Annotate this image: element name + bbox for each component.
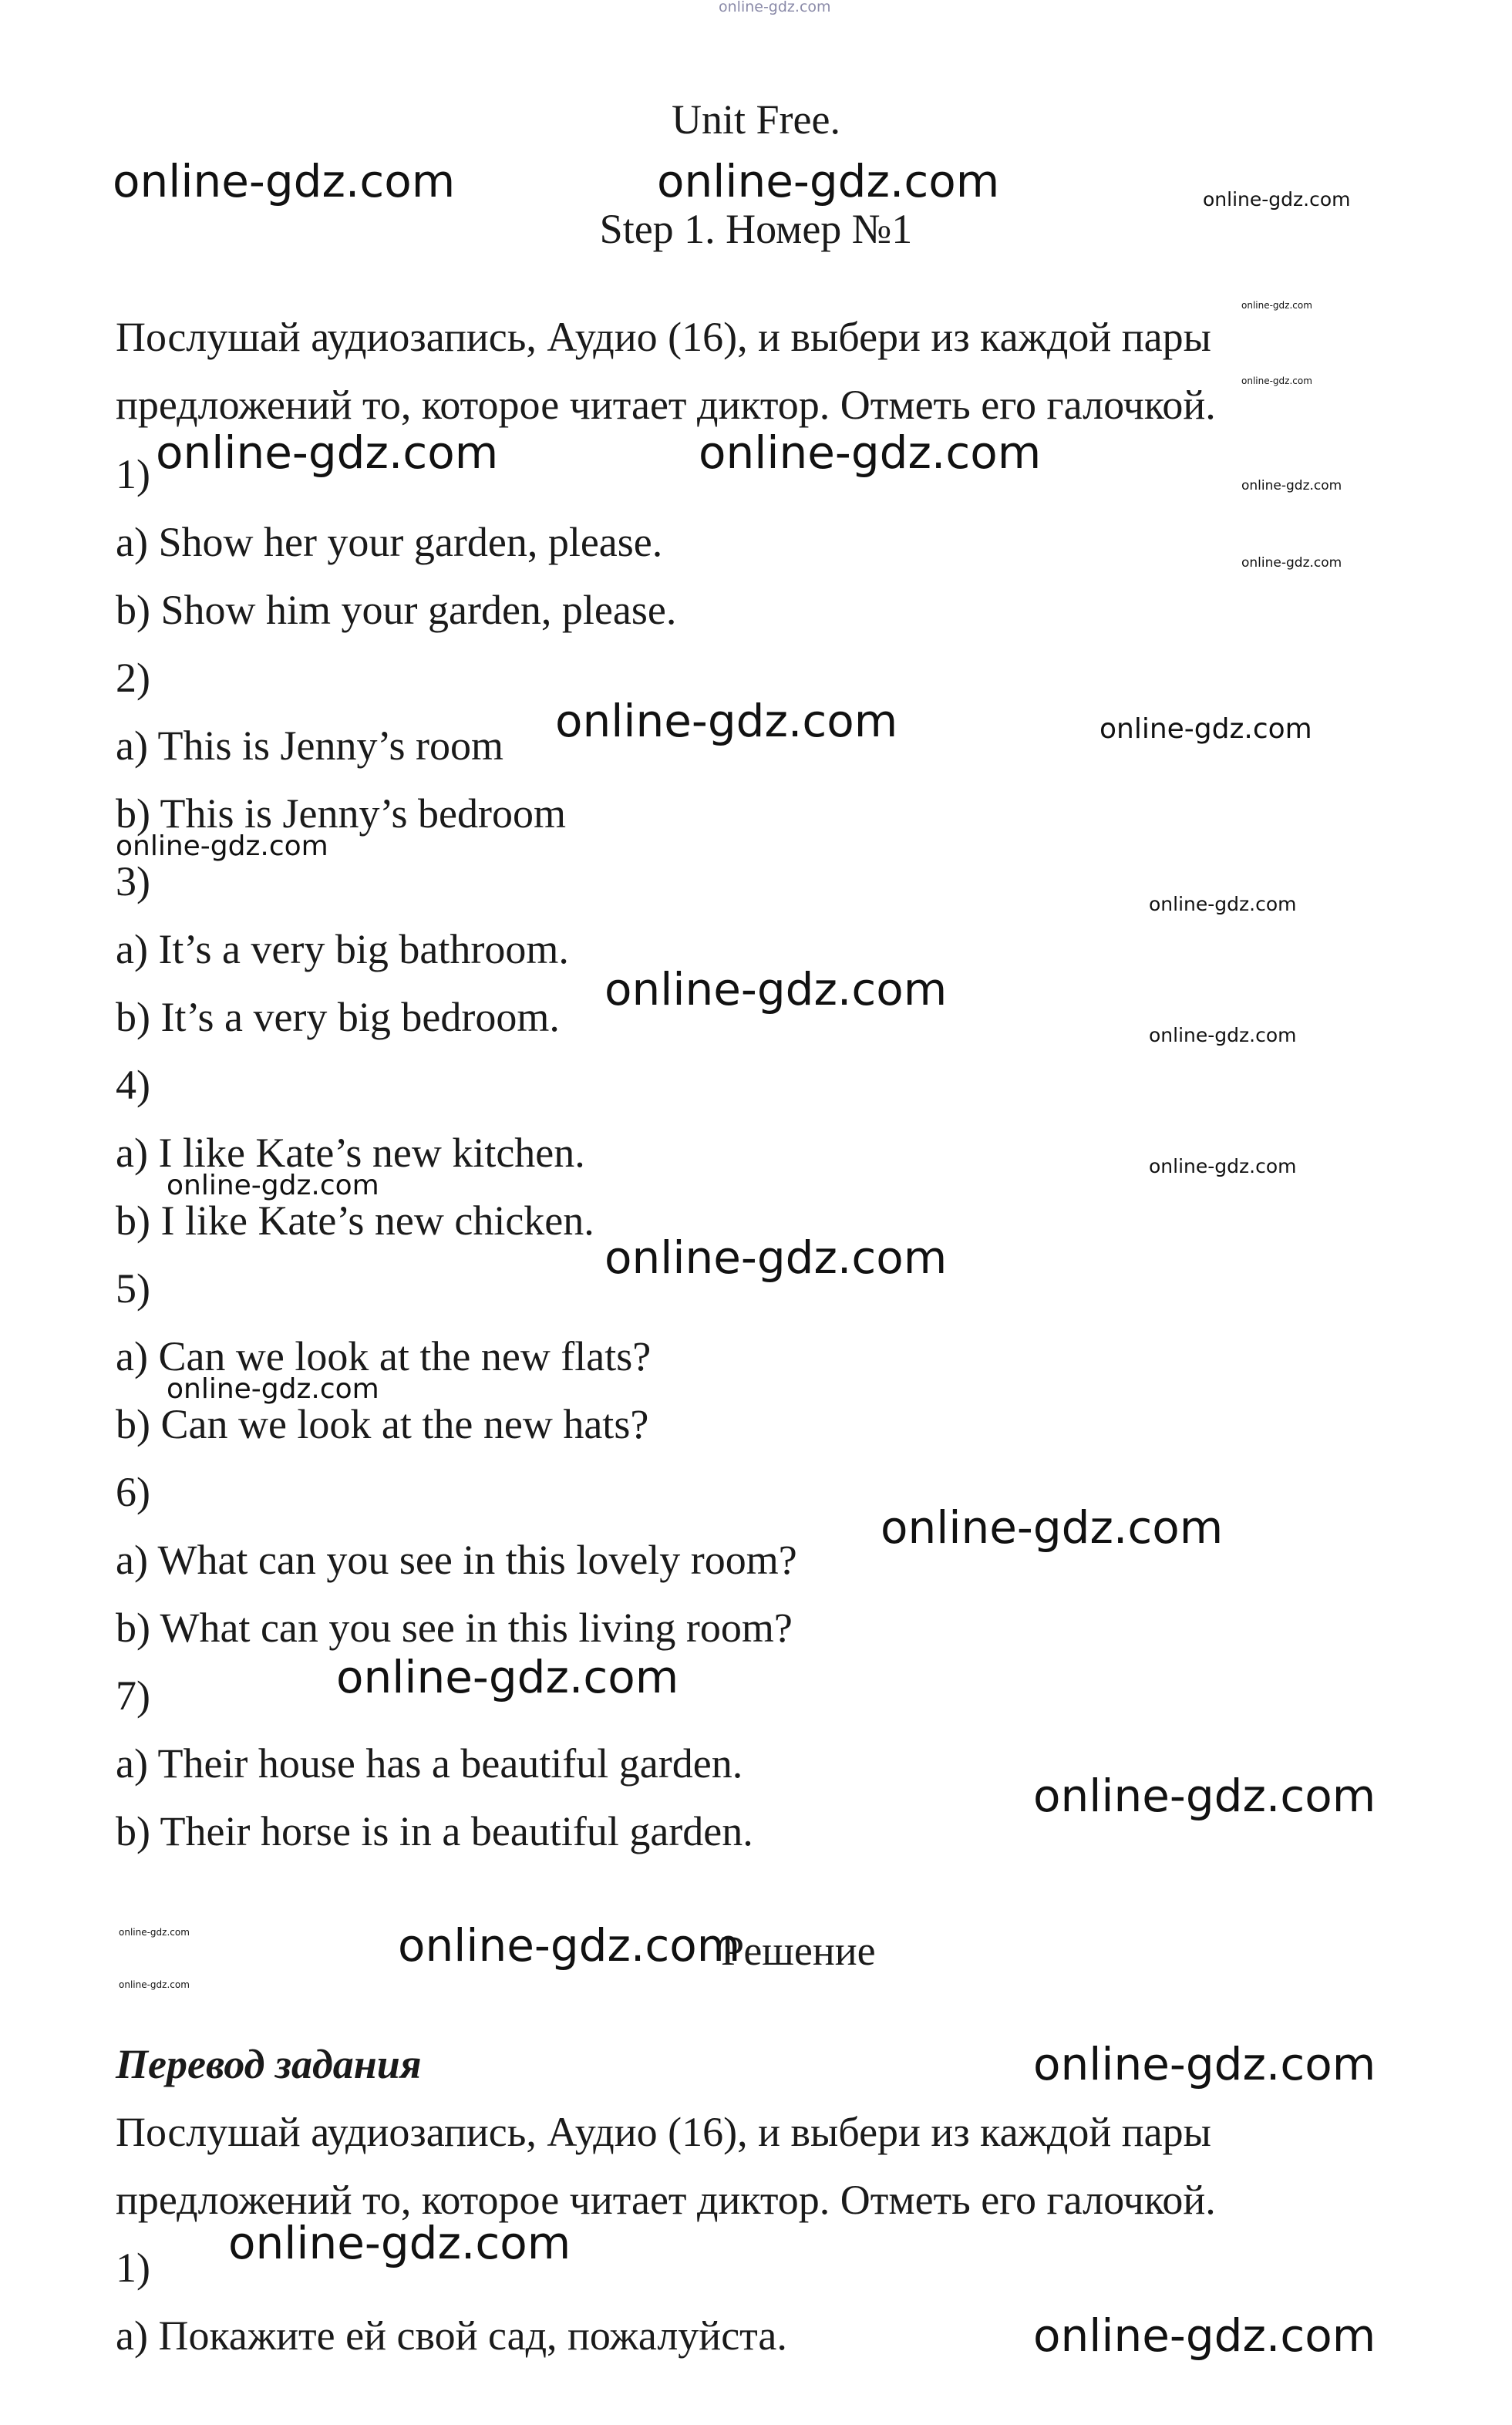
item-option-b: b) Can we look at the new hats? xyxy=(116,1401,649,1447)
watermark: online-gdz.com xyxy=(1033,2038,1376,2090)
item-option-a: a) It’s a very big bathroom. xyxy=(116,926,569,972)
item-number: 3) xyxy=(116,858,150,904)
item-option-b: b) It’s a very big bedroom. xyxy=(116,994,560,1040)
watermark: online-gdz.com xyxy=(1241,555,1342,571)
item-option-a: a) What can you see in this lovely room? xyxy=(116,1537,797,1583)
task-line-1: Послушай аудиозапись, Аудио (16), и выбери из каждой пары xyxy=(116,314,1211,360)
solution-title: Решение xyxy=(721,1928,876,1974)
item-number: 4) xyxy=(116,1062,150,1108)
item-option-b: b) What can you see in this living room? xyxy=(116,1605,793,1651)
watermark: online-gdz.com xyxy=(555,695,898,747)
item-option-b: b) I like Kate’s new chicken. xyxy=(116,1197,594,1244)
watermark: online-gdz.com xyxy=(699,426,1042,479)
item-option-a: a) Their house has a beautiful garden. xyxy=(116,1740,743,1787)
watermark: online-gdz.com xyxy=(719,0,831,15)
watermark: online-gdz.com xyxy=(1099,713,1312,745)
watermark: online-gdz.com xyxy=(881,1501,1224,1554)
item-option-b: b) Show him your garden, please. xyxy=(116,587,677,633)
translation-heading: Перевод задания xyxy=(116,2041,422,2087)
watermark: online-gdz.com xyxy=(1149,893,1297,915)
watermark: online-gdz.com xyxy=(657,155,1000,207)
watermark: online-gdz.com xyxy=(1033,1770,1376,1822)
watermark: online-gdz.com xyxy=(228,2217,571,2269)
item-option-a: a) This is Jenny’s room xyxy=(116,722,503,769)
item-number: 6) xyxy=(116,1469,150,1515)
watermark: online-gdz.com xyxy=(1149,1155,1297,1177)
watermark: online-gdz.com xyxy=(1241,478,1342,493)
task-line-2: предложений то, которое читает диктор. Отметь его галочкой. xyxy=(116,382,1216,428)
unit-title: Unit Free. xyxy=(672,96,840,143)
watermark: online-gdz.com xyxy=(1241,300,1312,311)
watermark: online-gdz.com xyxy=(167,1170,379,1201)
translation-line-1: Послушай аудиозапись, Аудио (16), и выбери из каждой пары xyxy=(116,2109,1211,2155)
watermark: online-gdz.com xyxy=(1203,188,1351,211)
watermark: online-gdz.com xyxy=(604,963,948,1015)
watermark: online-gdz.com xyxy=(336,1651,679,1703)
item-number: 7) xyxy=(116,1672,150,1719)
step-title: Step 1. Номер №1 xyxy=(599,206,913,252)
item-number: 1) xyxy=(116,451,150,497)
watermark: online-gdz.com xyxy=(116,830,328,862)
watermark: online-gdz.com xyxy=(1241,376,1312,386)
item-option-b: b) Their horse is in a beautiful garden. xyxy=(116,1808,753,1854)
item-number: 5) xyxy=(116,1265,150,1312)
watermark: online-gdz.com xyxy=(119,1979,190,1990)
translation-item-option-a: а) Покажите ей свой сад, пожалуйста. xyxy=(116,2312,787,2359)
translation-item-number: 1) xyxy=(116,2245,150,2291)
item-number: 2) xyxy=(116,655,150,701)
item-option-a: a) Show her your garden, please. xyxy=(116,519,663,565)
watermark: online-gdz.com xyxy=(1149,1024,1297,1046)
watermark: online-gdz.com xyxy=(113,155,456,207)
watermark: online-gdz.com xyxy=(1033,2309,1376,2362)
watermark: online-gdz.com xyxy=(604,1231,948,1284)
item-option-b: b) This is Jenny’s bedroom xyxy=(116,790,566,837)
watermark: online-gdz.com xyxy=(398,1919,741,1972)
watermark: online-gdz.com xyxy=(119,1927,190,1938)
item-option-a: a) Can we look at the new flats? xyxy=(116,1333,652,1379)
watermark: online-gdz.com xyxy=(167,1373,379,1405)
item-option-a: a) I like Kate’s new kitchen. xyxy=(116,1130,585,1176)
watermark: online-gdz.com xyxy=(156,426,499,479)
translation-line-2: предложений то, которое читает диктор. Отметь его галочкой. xyxy=(116,2177,1216,2223)
